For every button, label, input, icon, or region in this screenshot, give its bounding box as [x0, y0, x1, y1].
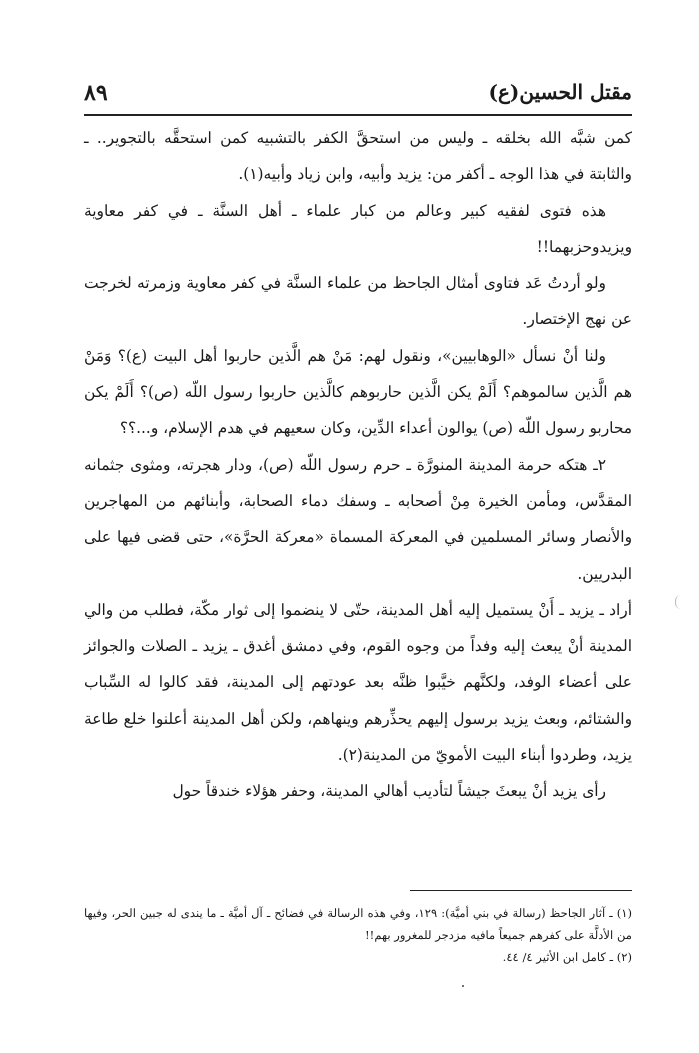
paragraph: هذه فتوى لفقيه كبير وعالم من كبار علماء ـ أهل السنَّة ـ في كفر معاوية ويزيدوحزبهما!!: [84, 201, 632, 256]
scan-speck: [462, 985, 464, 987]
page-number: ٨٩: [84, 80, 108, 106]
footnote: (١) ـ آثار الجاحظ (رسالة في بني أميَّة): ١٢٩، وفي هذه الرسالة في فضائح ـ آل أميَّة ـ ما يندى له جبين الحر، وفيها من الأدلَّة على كفرهم جميعاً مافيه مزدجر للمغرور بهم!!: [84, 906, 632, 942]
paragraph: ولو أردتُ عَد فتاوى أمثال الجاحظ من علماء السنَّة في كفر معاوية وزمرته لخرجت عن نهج الإختصار.: [84, 274, 632, 329]
paragraph: ٢ـ هتكه حرمة المدينة المنورَّة ـ حرم رسول اللّه (ص)، ودار هجرته، ومثوى جثمانه المقدَّس، ومأمن الخيرة مِنْ أصحابه ـ وسفك دماء الصحابة، وأبنائهم من المهاجرين والأنصار وسائر المسلمين في المعركة المسماة «معركة الحرَّة»، حتى قضى فيها على البدريين.: [84, 455, 632, 583]
book-title: مقتل الحسين(ع): [488, 80, 632, 104]
paragraph: ولنا أنْ نسأل «الوهابيين»، ونقول لهم: مَنْ هم الَّذين حاربوا أهل البيت (ع)؟ وَمَنْ هم الَّذين سالموهم؟ أَلَمْ يكن الَّذين حاربوهم كالَّذين حاربوا رسول اللّه (ص)؟ أَلَمْ يكن محاربو رسول اللّه (ص) يوالون أعداء الدِّين، وكان سعيهم في هدم الإسلام، و...؟؟: [84, 346, 632, 438]
paragraph: كمن شبَّه الله بخلقه ـ وليس من استحقَّ الكفر بالتشبيه كمن استحقَّه بالتجوير.. ـ والثابتة في هذا الوجه ـ أكفر من: يزيد وأبيه، وابن زياد وأبيه(١).: [84, 129, 632, 184]
footnote-divider: [410, 890, 632, 891]
running-header: [84, 80, 632, 114]
footnotes: [84, 902, 632, 968]
header-divider: [84, 114, 632, 116]
paragraph: أراد ـ يزيد ـ أَنْ يستميل إليه أهل المدينة، حتّى لا ينضموا إلى ثوار مكّة، فطلب من والي المدينة أنْ يبعث إليه وفداً من وجوه القوم، وفي دمشق أغدق ـ يزيد ـ الصلات والجوائز على أعضاء الوفد، ولكنَّهم خيَّبوا ظنَّه بعد عودتهم إلى المدينة، فقد كالوا له السِّباب والشتائم، وبعث يزيد برسول إليهم يحذِّرهم وينهاهم، ولكن أهل المدينة أعلنوا خلع طاعة يزيد، وطردوا أبناء البيت الأمويّ من المدينة(٢).: [84, 600, 632, 765]
paragraph: رأى يزيد أنْ يبعثَ جيشاً لتأديب أهالي المدينة، وحفر هؤلاء خندقاً حول: [172, 782, 606, 801]
main-text: [84, 120, 632, 810]
footnote: (٢) ـ كامل ابن الأثير ٤/ ٤٤.: [502, 950, 632, 964]
scan-edge-mark: [675, 595, 686, 609]
